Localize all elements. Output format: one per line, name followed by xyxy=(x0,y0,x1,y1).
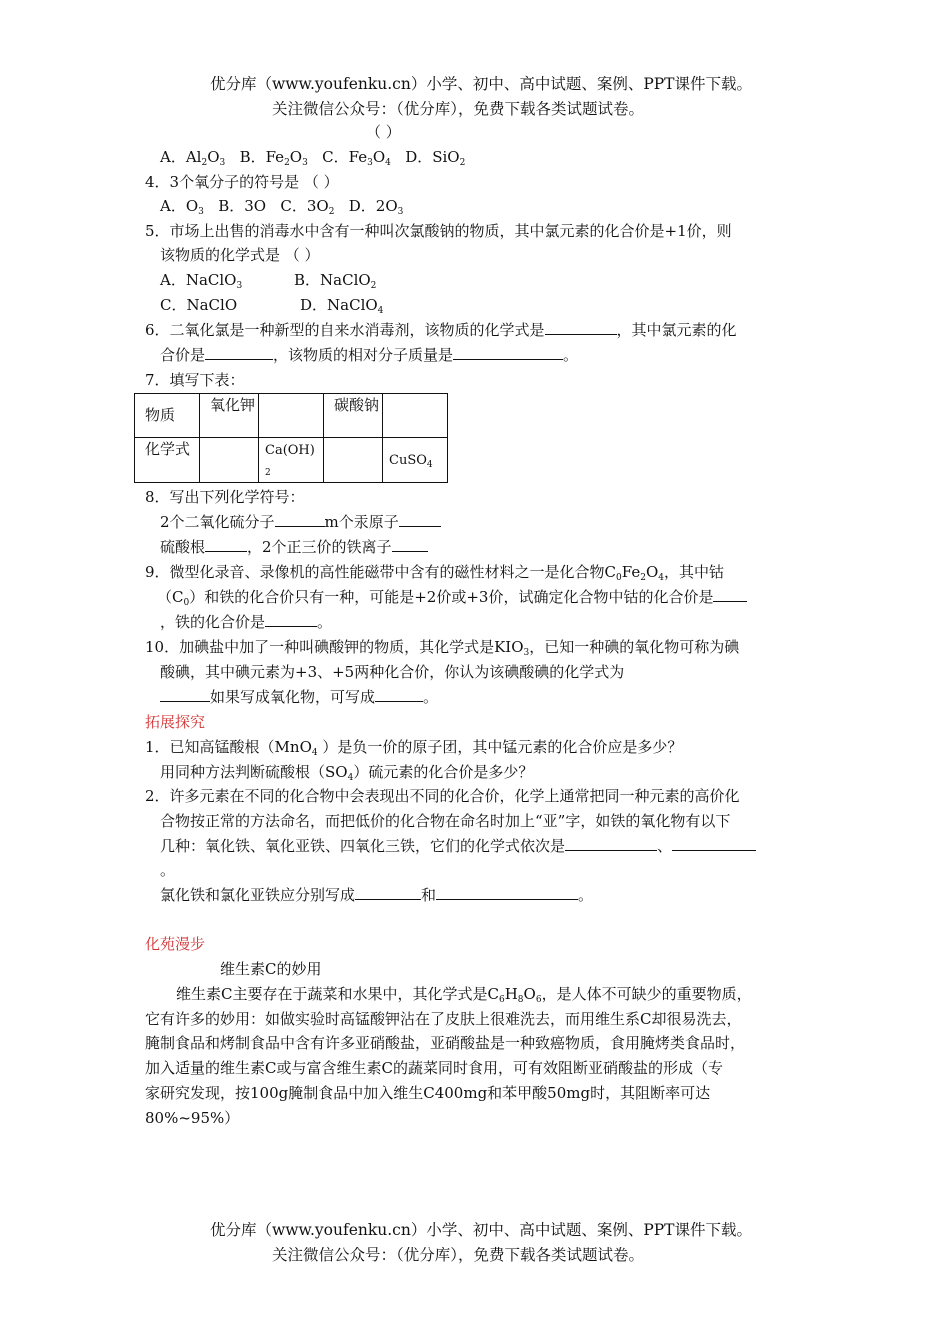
table-cell[interactable] xyxy=(324,438,383,483)
q8-line-1: 2个二氧化硫分子 m个汞原子 xyxy=(160,512,441,532)
header-line-1: 优分库（www.youfenku.cn）小学、初中、高中试题、案例、PPT课件下载。 xyxy=(210,75,753,93)
q5-opt-b: B．NaClO$_2$ xyxy=(294,271,377,291)
q3-opt-b: B．$Fe_2O_3$ xyxy=(239,148,308,168)
q3-options xyxy=(160,147,465,173)
expand-blank-1[interactable] xyxy=(565,836,657,851)
q10-blank-1[interactable] xyxy=(160,687,210,702)
garden-para-line-6: 80%~95%） xyxy=(145,1109,240,1127)
q9-line-1: 9．微型化录音、录像机的高性能磁带中含有的磁性材料之一是化合物$C_0Fe_2O_4$，其中钴 xyxy=(145,563,725,583)
q9-blank-2[interactable] xyxy=(265,612,317,627)
q4-options xyxy=(160,196,403,222)
q8-blank-1[interactable] xyxy=(275,512,325,527)
q4-opt-b: B．3O xyxy=(218,197,267,215)
q3-opt-d: D．SiO$_2$ xyxy=(405,148,466,168)
expand-q2-line-4: 。 xyxy=(160,861,176,879)
q3-paren: （ ） xyxy=(366,123,401,141)
garden-para-line-4: 加入适量的维生素C或与富含维生素C的蔬菜同时食用，可有效阻断亚硝酸盐的形成（专 xyxy=(145,1059,723,1077)
footer-line-1: 优分库（www.youfenku.cn）小学、初中、高中试题、案例、PPT课件下载。 xyxy=(210,1221,753,1239)
table-cell[interactable] xyxy=(383,394,448,438)
garden-heading: 化苑漫步 xyxy=(145,935,206,953)
garden-title: 维生素C的妙用 xyxy=(220,960,322,978)
q4-stem: 4．3个氧分子的符号是 （ ） xyxy=(145,173,339,191)
q10-line-1: 10．加碘盐中加了一种叫碘酸钾的物质，其化学式是$KIO_3$，已知一种碘的氧化物可称为碘 xyxy=(145,638,740,658)
q7-table xyxy=(134,393,448,483)
expand-heading: 拓展探究 xyxy=(145,713,206,731)
expand-q1-line-2: 用同种方法判断硫酸根$(SO_4)$硫元素的化合价是多少？ xyxy=(160,763,534,783)
expand-blank-4[interactable] xyxy=(436,885,578,900)
header-line-2: 关注微信公众号：（优分库），免费下载各类试题试卷。 xyxy=(272,100,645,118)
expand-q1-line-1: 1．已知高锰酸根（MnO$_4$ ）是负一价的原子团，其中锰元素的化合价应是多少？ xyxy=(145,738,683,758)
q4-opt-c: C．$3O_2$ xyxy=(280,197,335,217)
expand-q2-line-3: 几种：氧化铁、氧化亚铁、四氧化三铁，它们的化学式依次是 、 xyxy=(160,836,756,856)
table-cell: 碳酸钠 xyxy=(324,394,383,438)
q8-blank-4[interactable] xyxy=(392,537,428,552)
q8-blank-3[interactable] xyxy=(205,537,247,552)
q5-stem-2: 该物质的化学式是 （ ） xyxy=(160,246,320,264)
q3-opt-a: A．$Al_2O_3$ xyxy=(160,148,226,168)
q9-line-2: $(C_0)$和铁的化合价只有一种，可能是+2价或+3价，试确定化合物中钴的化合价是 xyxy=(157,587,747,613)
expand-blank-2[interactable] xyxy=(672,836,756,851)
footer-line-2: 关注微信公众号：（优分库），免费下载各类试题试卷。 xyxy=(272,1246,645,1264)
q5-opt-c: C．NaClO xyxy=(160,296,238,314)
q8-blank-2[interactable] xyxy=(399,512,441,527)
q9-line-3: ，铁的化合价是 。 xyxy=(160,613,333,631)
expand-q2-line-1: 2．许多元素在不同的化合物中会表现出不同的化合价，化学上通常把同一种元素的高价化 xyxy=(145,787,740,805)
table-cell[interactable] xyxy=(200,438,259,483)
q10-blank-2[interactable] xyxy=(375,687,423,702)
q7-title: 7．填写下表： xyxy=(145,371,245,389)
garden-para-line-1: 维生素C主要存在于蔬菜和水果中，其化学式是$C_6H_8O_6$，是人体不可缺少的重要物质， xyxy=(176,985,752,1005)
q6-blank-mass[interactable] xyxy=(453,345,563,360)
q5-opt-a: A．NaClO$_3$ xyxy=(160,271,243,291)
table-cell: 氧化钾 xyxy=(200,394,259,438)
table-row xyxy=(135,438,448,483)
expand-blank-3[interactable] xyxy=(355,885,421,900)
q10-line-3: 如果写成氧化物，可写成 。 xyxy=(160,687,438,707)
garden-para-line-3: 腌制食品和烤制食品中含有许多亚硝酸盐，亚硝酸盐是一种致癌物质，食用腌烤类食品时， xyxy=(145,1034,746,1052)
q6-line-2: 合价是 ，该物质的相对分子质量是 。 xyxy=(160,346,579,364)
q6-line-1: 6．二氧化氯是一种新型的自来水消毒剂，该物质的化学式是 ，其中氯元素的化 xyxy=(145,321,737,339)
q4-opt-a: A．$O_3$ xyxy=(160,197,204,217)
q4-opt-d: D．$2O_3$ xyxy=(348,197,404,217)
q3-opt-c: C．$Fe_3O_4$ xyxy=(322,148,391,168)
q8-line-2: 硫酸根 ，2个正三价的铁离子 xyxy=(160,537,428,557)
table-row xyxy=(135,394,448,438)
q6-blank-formula[interactable] xyxy=(545,320,617,335)
garden-para-line-5: 家研究发现，按100g腌制食品中加入维生C400mg和苯甲酸50mg时，其阻断率可达 xyxy=(145,1084,711,1102)
expand-q2-line-5: 氯化铁和氯化亚铁应分别写成 和 。 xyxy=(160,886,594,904)
q10-line-2: 酸碘，其中碘元素为+3、+5两种化合价，你认为该碘酸碘的化学式为 xyxy=(160,663,625,681)
q5-opt-d: D．NaClO$_4$ xyxy=(300,296,384,316)
q9-blank-1[interactable] xyxy=(713,587,747,602)
table-cell-cuso4: CuSO$_4$ xyxy=(383,438,448,483)
table-cell: 物质 xyxy=(135,394,200,438)
q8-title: 8．写出下列化学符号： xyxy=(145,488,305,506)
expand-q2-line-2: 合物按正常的方法命名，而把低价的化合物在命名时加上“亚”字，如铁的氧化物有以下 xyxy=(160,812,731,830)
table-cell-caoh: Ca(OH) $_2$ xyxy=(259,438,324,483)
table-cell: 化学式 xyxy=(135,438,200,483)
table-cell[interactable] xyxy=(259,394,324,438)
q5-stem-1: 5．市场上出售的消毒水中含有一种叫次氯酸钠的物质，其中氯元素的化合价是+1价，则 xyxy=(145,222,732,240)
garden-para-line-2: 它有许多的妙用：如做实验时高锰酸钾沾在了皮肤上很难洗去，而用维生系C却很易洗去， xyxy=(145,1010,742,1028)
q6-blank-valence[interactable] xyxy=(205,345,273,360)
